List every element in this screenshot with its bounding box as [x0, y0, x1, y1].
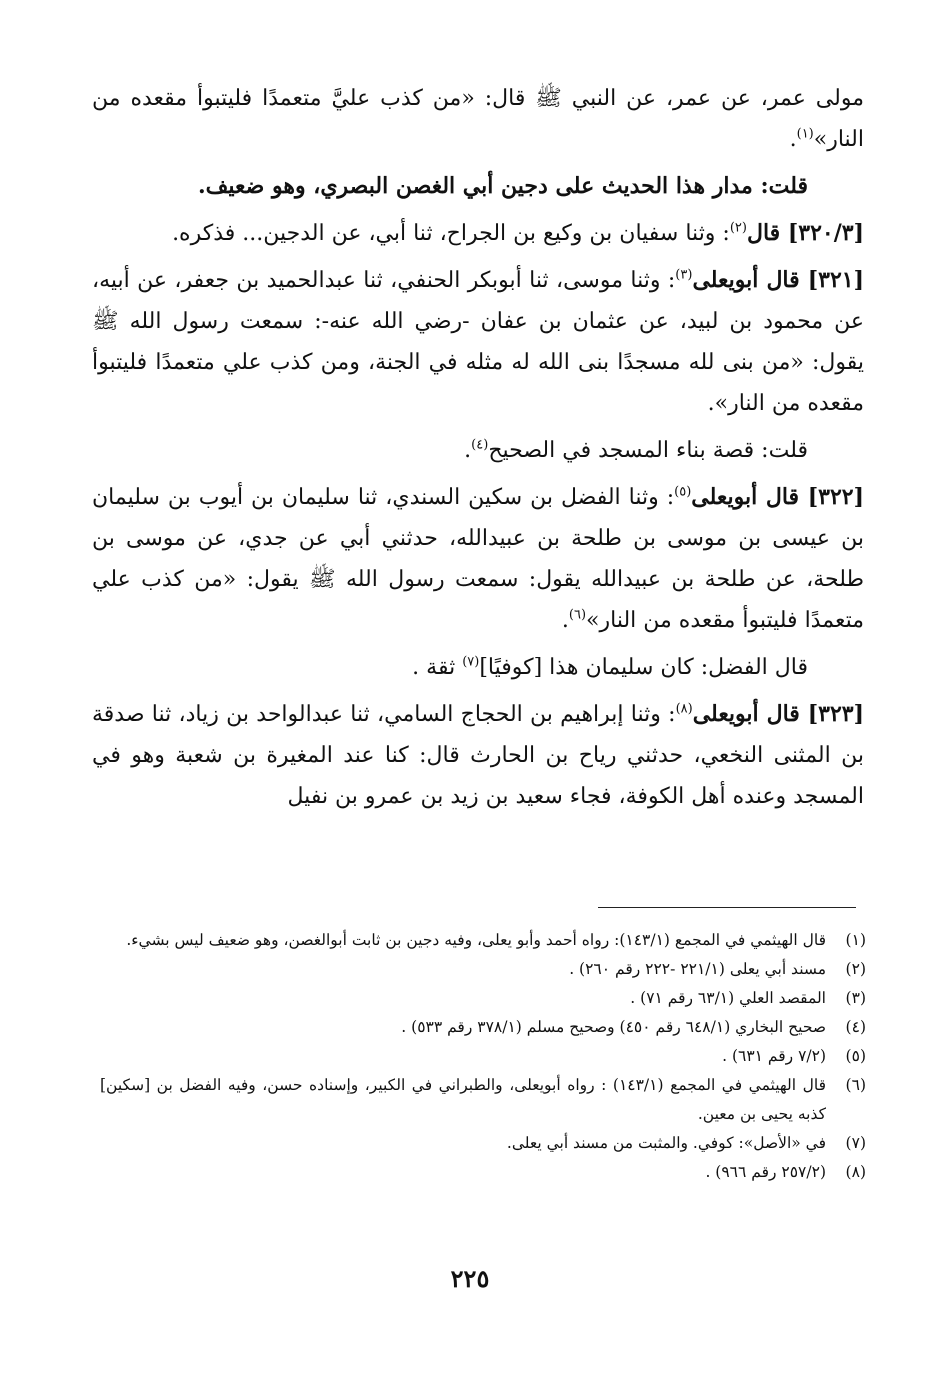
hadith-number: [٣٢٢] قال أبويعلى — [691, 484, 865, 510]
footnote-1 — [100, 926, 866, 955]
footnote-text: في «الأصل»: كوفي. والمثبت من مسند أبي يعلى. — [506, 1134, 826, 1152]
paragraph-suffix: ثقة . — [412, 655, 463, 680]
footnote-ref-1[interactable]: (١) — [796, 126, 814, 142]
paragraph-5 — [92, 430, 864, 471]
paragraph-text: قال الفضل: كان سليمان هذا [كوفيًا] — [479, 655, 808, 680]
footnote-ref-3[interactable]: (٣) — [675, 267, 693, 283]
paragraph-text: قلت: مدار هذا الحديث على دجين أبي الغصن البصري، وهو ضعيف. — [197, 173, 808, 199]
paragraph-text: : وثنا موسى، ثنا أبوبكر الحنفي، ثنا عبدالحميد بن جعفر، عن أبيه، عن محمود بن لبيد، عن عثمان بن عفان -رضي الله عنه-: سمعت رسول الله ﷺ يقول: «من بنى لله مسجدًا بنى الله له مثله في الجنة، ومن كذب علي متعمدًا فليتبوأ مقعده من النار». — [92, 268, 864, 416]
paragraph-suffix: . — [561, 608, 569, 633]
paragraph-8 — [92, 694, 864, 817]
footnote-number: (٢) — [845, 960, 866, 978]
footnote-number: (٨) — [845, 1163, 866, 1181]
paragraph-4 — [92, 260, 864, 424]
footnote-5 — [100, 1042, 866, 1071]
footnote-text: مسند أبي يعلى (٢٢١/١ -٢٢٢ رقم ٢٦٠) . — [569, 960, 826, 978]
footnote-text: (٢٥٧/٢ رقم ٩٦٦) . — [705, 1163, 826, 1181]
footnote-ref-2[interactable]: (٢) — [729, 220, 747, 236]
hadith-number: [٣٢٣] قال أبويعلى — [692, 701, 865, 727]
footnote-8 — [100, 1158, 866, 1187]
footnote-3 — [100, 984, 866, 1013]
footnote-number: (٥) — [845, 1047, 866, 1065]
footnote-number: (٤) — [845, 1018, 866, 1036]
footnote-2 — [100, 955, 866, 984]
paragraph-text: قلت: قصة بناء المسجد في الصحيح — [488, 438, 808, 463]
paragraph-text: : وثنا سفيان بن وكيع بن الجراح، ثنا أبي، عن الدجين... فذكره. — [172, 221, 730, 246]
footnote-divider — [598, 907, 856, 908]
footnote-number: (١) — [845, 931, 866, 949]
footnote-7 — [100, 1129, 866, 1158]
footnote-ref-5[interactable]: (٥) — [674, 484, 692, 500]
footnote-number: (٦) — [845, 1076, 866, 1094]
footnote-text: المقصد العلي (٦٣/١ رقم ٧١) . — [630, 989, 826, 1007]
page-number: ٢٢٥ — [450, 1264, 490, 1293]
footnote-text: قال الهيثمي في المجمع (١٤٣/١) : رواه أبويعلى، والطبراني في الكبير، وإسناده حسن، وفيه الفضل بن [سكين] كذبه يحيى بن معين. — [100, 1076, 827, 1123]
footnote-ref-7[interactable]: (٧) — [462, 654, 480, 670]
footnote-ref-4[interactable]: (٤) — [471, 437, 489, 453]
hadith-number: [٣٢١] قال أبويعلى — [692, 267, 864, 293]
footnote-text: قال الهيثمي في المجمع (١٤٣/١): رواه أحمد وأبو يعلى، وفيه دجين بن ثابت أبوالغصن، وهو ضعيف ليس بشيء. — [126, 931, 826, 949]
paragraph-text: : وثنا الفضل بن سكين السندي، ثنا سليمان بن أيوب بن سليمان بن عيسى بن موسى بن طلحة بن عبيدالله، حدثني أبي عن جدي، عن موسى بن طلحة، عن طلحة بن عبيدالله يقول: سمعت رسول الله ﷺ يقول: «من كذب علي متعمدًا فليتبوأ مقعده من النار» — [92, 485, 864, 633]
paragraph-suffix: . — [789, 127, 797, 152]
paragraph-6 — [92, 477, 864, 641]
paragraph-1 — [92, 78, 864, 160]
footnote-text: صحيح البخاري (٦٤٨/١ رقم ٤٥٠) وصحيح مسلم (٣٧٨/١ رقم ٥٣٣) . — [401, 1018, 826, 1036]
footnote-6 — [100, 1071, 866, 1129]
paragraph-7 — [92, 647, 864, 688]
footnote-number: (٧) — [845, 1134, 866, 1152]
footnote-4 — [100, 1013, 866, 1042]
paragraph-text: : وثنا إبراهيم بن الحجاج السامي، ثنا عبدالواحد بن زياد، ثنا صدقة بن المثنى النخعي، حدثني رياح بن الحارث قال: كنا عند المغيرة بن شعبة وهو في المسجد وعنده أهل الكوفة، فجاء سعيد بن زيد بن عمرو بن نفيل — [92, 702, 864, 809]
paragraph-3 — [92, 213, 864, 254]
paragraph-2 — [92, 166, 864, 207]
paragraph-suffix: . — [464, 438, 472, 463]
footnote-text: (٧/٢ رقم ٦٣١) . — [722, 1047, 826, 1065]
footnotes-section — [100, 926, 866, 1187]
footnote-ref-6[interactable]: (٦) — [568, 607, 587, 623]
paragraph-text: مولى عمر، عن عمر، عن النبي ﷺ قال: «من كذب عليَّ متعمدًا فليتبوأ مقعده من النار» — [92, 86, 864, 152]
footnote-ref-8[interactable]: (٨) — [675, 701, 693, 717]
footnote-number: (٣) — [845, 989, 866, 1007]
main-text — [92, 78, 864, 823]
hadith-number: [٣٢٠/٣] قال — [746, 220, 864, 246]
